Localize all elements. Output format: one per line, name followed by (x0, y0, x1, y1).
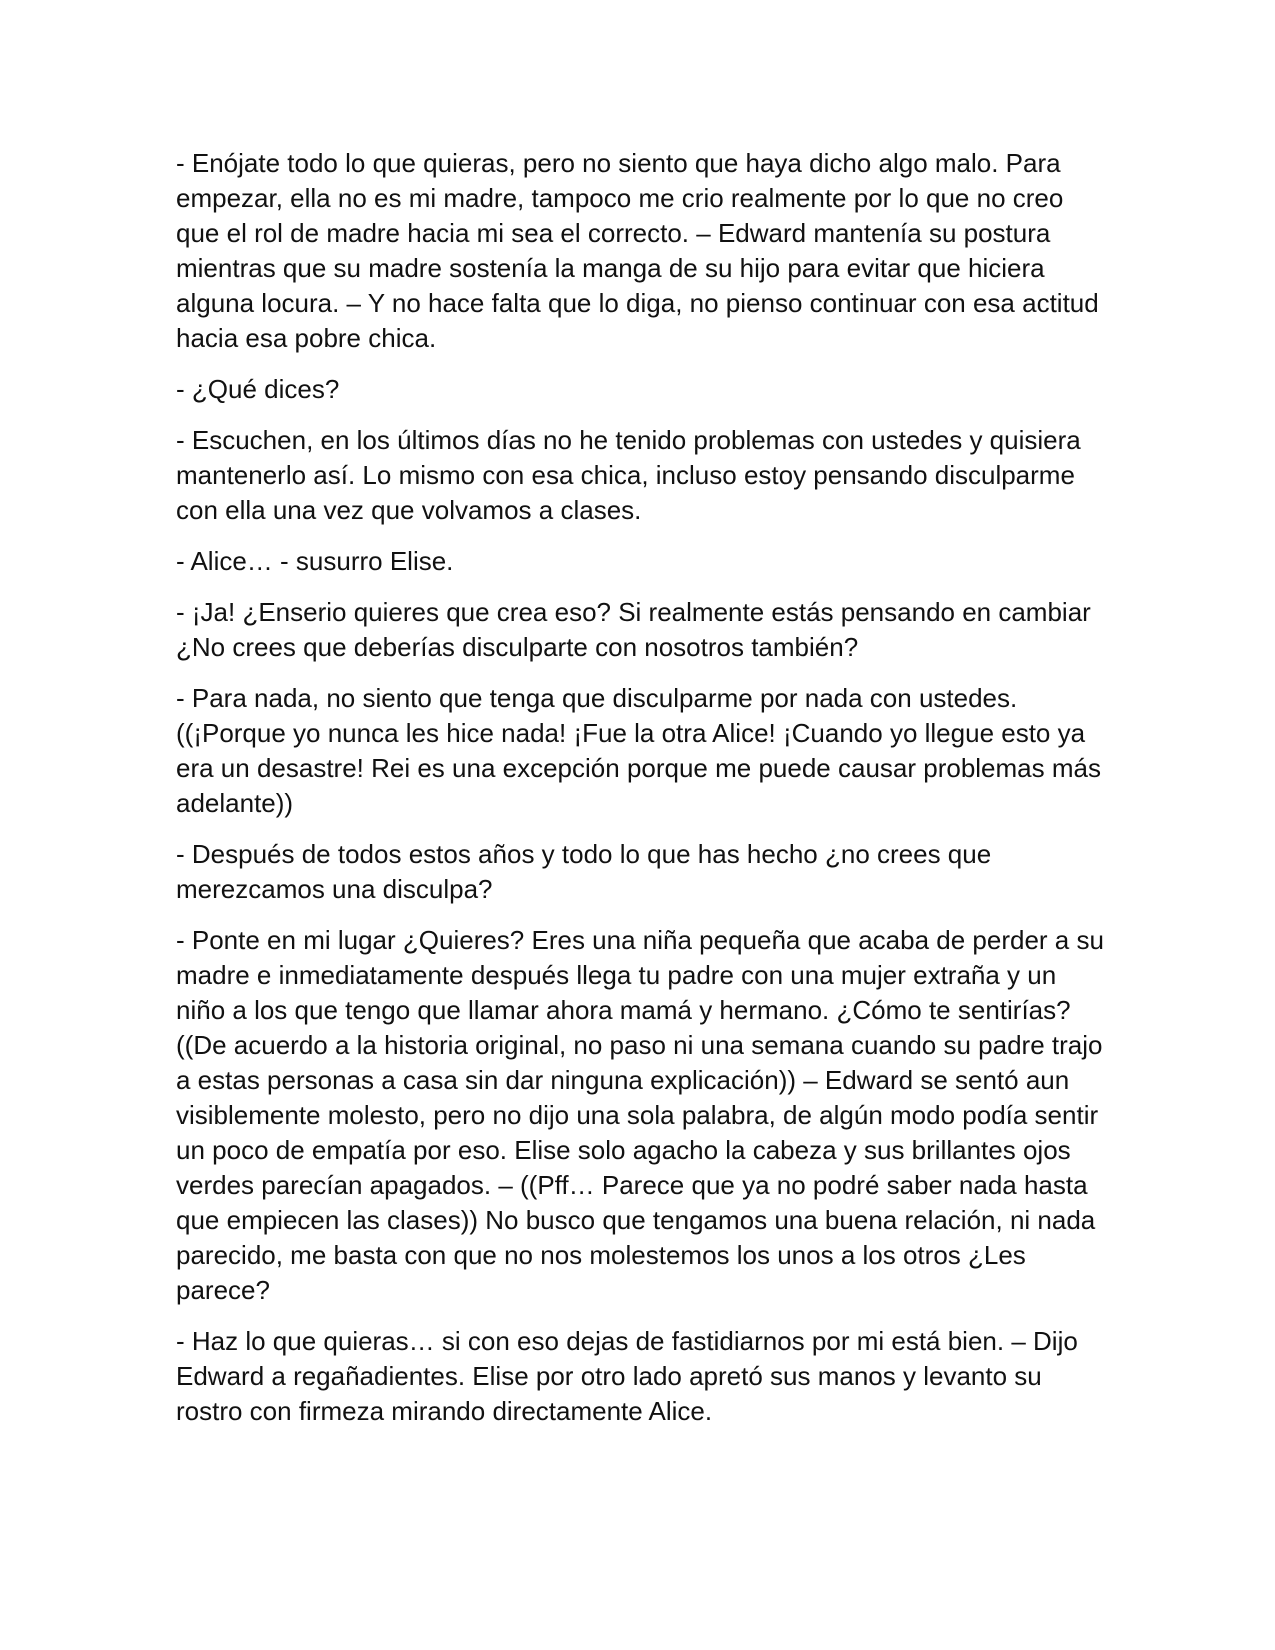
paragraph-4: - Alice… - susurro Elise. (176, 546, 454, 576)
paragraph-9: - Haz lo que quieras… si con eso dejas de fastidiarnos por mi está bien. – Dijo Edward a regañadientes. Elise por otro lado apretó sus manos y levanto su rostro con firmeza mirando directamente Alice. (176, 1326, 1078, 1426)
document-body (176, 146, 1106, 1445)
paragraph-7: - Después de todos estos años y todo lo que has hecho ¿no crees que merezcamos una disculpa? (176, 839, 992, 904)
paragraph-6: - Para nada, no siento que tenga que disculparme por nada con ustedes. ((¡Porque yo nunca les hice nada! ¡Fue la otra Alice! ¡Cuando yo llegue esto ya era un desastre! Rei es una excepción porque me puede causar problemas más adelante)) (176, 683, 1101, 818)
paragraph-3: - Escuchen, en los últimos días no he tenido problemas con ustedes y quisiera mantenerlo así. Lo mismo con esa chica, incluso estoy pensando disculparme con ella una vez que volvamos a clases. (176, 425, 1081, 525)
paragraph-2: - ¿Qué dices? (176, 374, 340, 404)
paragraph-8: - Ponte en mi lugar ¿Quieres? Eres una niña pequeña que acaba de perder a su madre e inmediatamente después llega tu padre con una mujer extraña y un niño a los que tengo que llamar ahora mamá y hermano. ¿Cómo te sentirías? ((De acuerdo a la historia original, no paso ni una semana cuando su padre trajo a estas personas a casa sin dar ninguna explicación)) – Edward se sentó aun visiblemente molesto, pero no dijo una sola palabra, de algún modo podía sentir un poco de empatía por eso. Elise solo agacho la cabeza y sus brillantes ojos verdes parecían apagados. – ((Pff… Parece que ya no podré saber nada hasta que empiecen las clases)) No busco que tengamos una buena relación, ni nada parecido, me basta con que no nos molestemos los unos a los otros ¿Les parece? (176, 925, 1104, 1305)
paragraph-1: - Enójate todo lo que quieras, pero no siento que haya dicho algo malo. Para empezar, ella no es mi madre, tampoco me crio realmente por lo que no creo que el rol de madre hacia mi sea el correcto. – Edward mantenía su postura mientras que su madre sostenía la manga de su hijo para evitar que hiciera alguna locura. – Y no hace falta que lo diga, no pienso continuar con esa actitud hacia esa pobre chica. (176, 148, 1099, 353)
paragraph-5: - ¡Ja! ¿Enserio quieres que crea eso? Si realmente estás pensando en cambiar ¿No crees que deberías disculparte con nosotros también? (176, 597, 1091, 662)
